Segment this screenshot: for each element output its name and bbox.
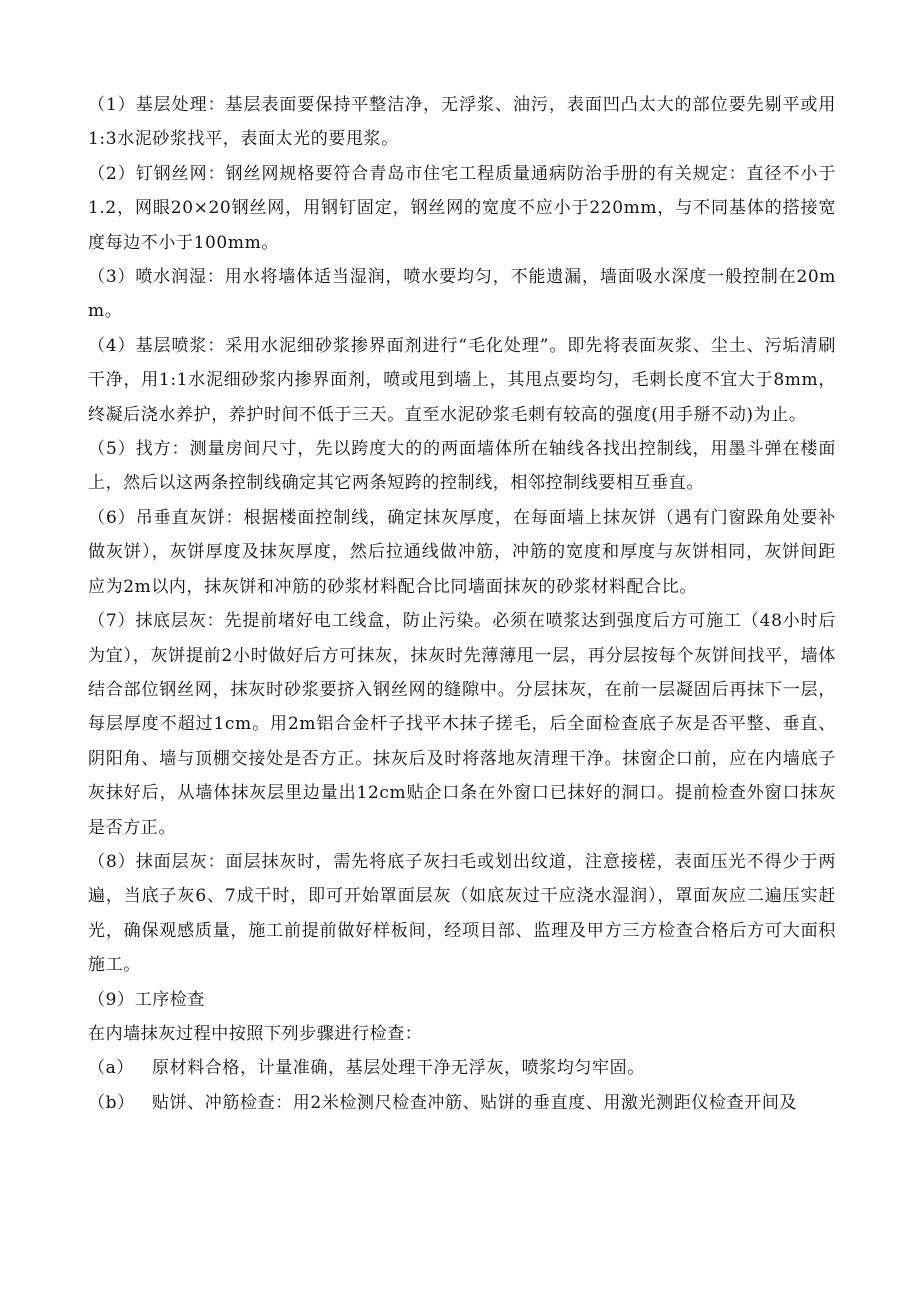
document-page	[88, 88, 836, 1120]
check-step-a	[88, 1051, 836, 1085]
paragraph-base-slurry: （4）基层喷浆：采用水泥细砂浆掺界面剂进行“毛化处理”。即先将表面灰浆、尘土、污垢清刷干净，用1:1水泥细砂浆内掺界面剂，喷或甩到墙上，其甩点要均匀，毛刺长度不宜大于8mm，终凝后浇水养护，养护时间不低于三天。直至水泥砂浆毛刺有较高的强度(用手掰不动)为止。	[88, 335, 836, 425]
paragraph-base-treatment: （1）基层处理：基层表面要保持平整洁净，无浮浆、油污，表面凹凸太大的部位要先剔平或用1:3水泥砂浆找平，表面太光的要甩浆。	[88, 95, 836, 150]
paragraph-process-check-heading: （9）工序检查	[88, 989, 206, 1010]
paragraph-squaring: （5）找方：测量房间尺寸，先以跨度大的的两面墙体所在轴线各找出控制线，用墨斗弹在楼面上，然后以这两条控制线确定其它两条短跨的控制线，相邻控制线要相互垂直。	[88, 439, 836, 494]
paragraph-check-intro: 在内墙抹灰过程中按照下列步骤进行检查：	[88, 1023, 423, 1044]
paragraph-steel-mesh: （2）钉钢丝网：钢丝网规格要符合青岛市住宅工程质量通病防治手册的有关规定：直径不小于1.2，网眼20×20钢丝网，用钢钉固定，钢丝网的宽度不应小于220mm，与不同基体的搭接宽度每边不小于100mm。	[88, 163, 836, 253]
check-step-b	[88, 1086, 836, 1120]
check-step-a-text: 原材料合格，计量准确，基层处理干净无浮灰，喷浆均匀牢固。	[152, 1058, 645, 1079]
check-step-b-tag: （b）	[88, 1092, 135, 1113]
paragraph-base-coat: （7）抹底层灰：先提前堵好电工线盒，防止污染。必须在喷浆达到强度后方可施工（48小时后为宜），灰饼提前2小时做好后方可抹灰，抹灰时先薄薄甩一层，再分层按每个灰饼间找平，墙体结合部位钢丝网，抹灰时砂浆要挤入钢丝网的缝隙中。分层抹灰，在前一层凝固后再抹下一层，每层厚度不超过1cm。用2m铝合金杆子找平木抹子搓毛，后全面检查底子灰是否平整、垂直、阴阳角、墙与顶棚交接处是否方正。抹灰后及时将落地灰清理干净。抹窗企口前，应在内墙底子灰抹好后，从墙体抹灰层里边量出12cm贴企口条在外窗口已抹好的洞口。提前检查外窗口抹灰是否方正。	[88, 611, 836, 838]
check-step-a-tag: （a）	[88, 1058, 134, 1079]
paragraph-plaster-pads: （6）吊垂直灰饼：根据楼面控制线，确定抹灰厚度，在每面墙上抹灰饼（遇有门窗跺角处要补做灰饼），灰饼厚度及抹灰厚度，然后拉通线做冲筋，冲筋的宽度和厚度与灰饼相同，灰饼间距应为2m以内，抹灰饼和冲筋的砂浆材料配合比同墙面抹灰的砂浆材料配合比。	[88, 507, 836, 597]
check-step-b-text: 贴饼、冲筋检查：用2米检测尺检查冲筋、贴饼的垂直度、用激光测距仪检查开间及	[152, 1092, 798, 1113]
paragraph-water-spray: （3）喷水润湿：用水将墙体适当湿润，喷水要均匀，不能遗漏，墙面吸水深度一般控制在20mm。	[88, 267, 836, 322]
paragraph-finish-coat: （8）抹面层灰：面层抹灰时，需先将底子灰扫毛或划出纹道，注意接槎，表面压光不得少于两遍，当底子灰6、7成干时，即可开始罩面层灰（如底灰过干应浇水湿润），罩面灰应二遍压实赶光，确保观感质量，施工前提前做好样板间，经项目部、监理及甲方三方检查合格后方可大面积施工。	[88, 851, 836, 976]
